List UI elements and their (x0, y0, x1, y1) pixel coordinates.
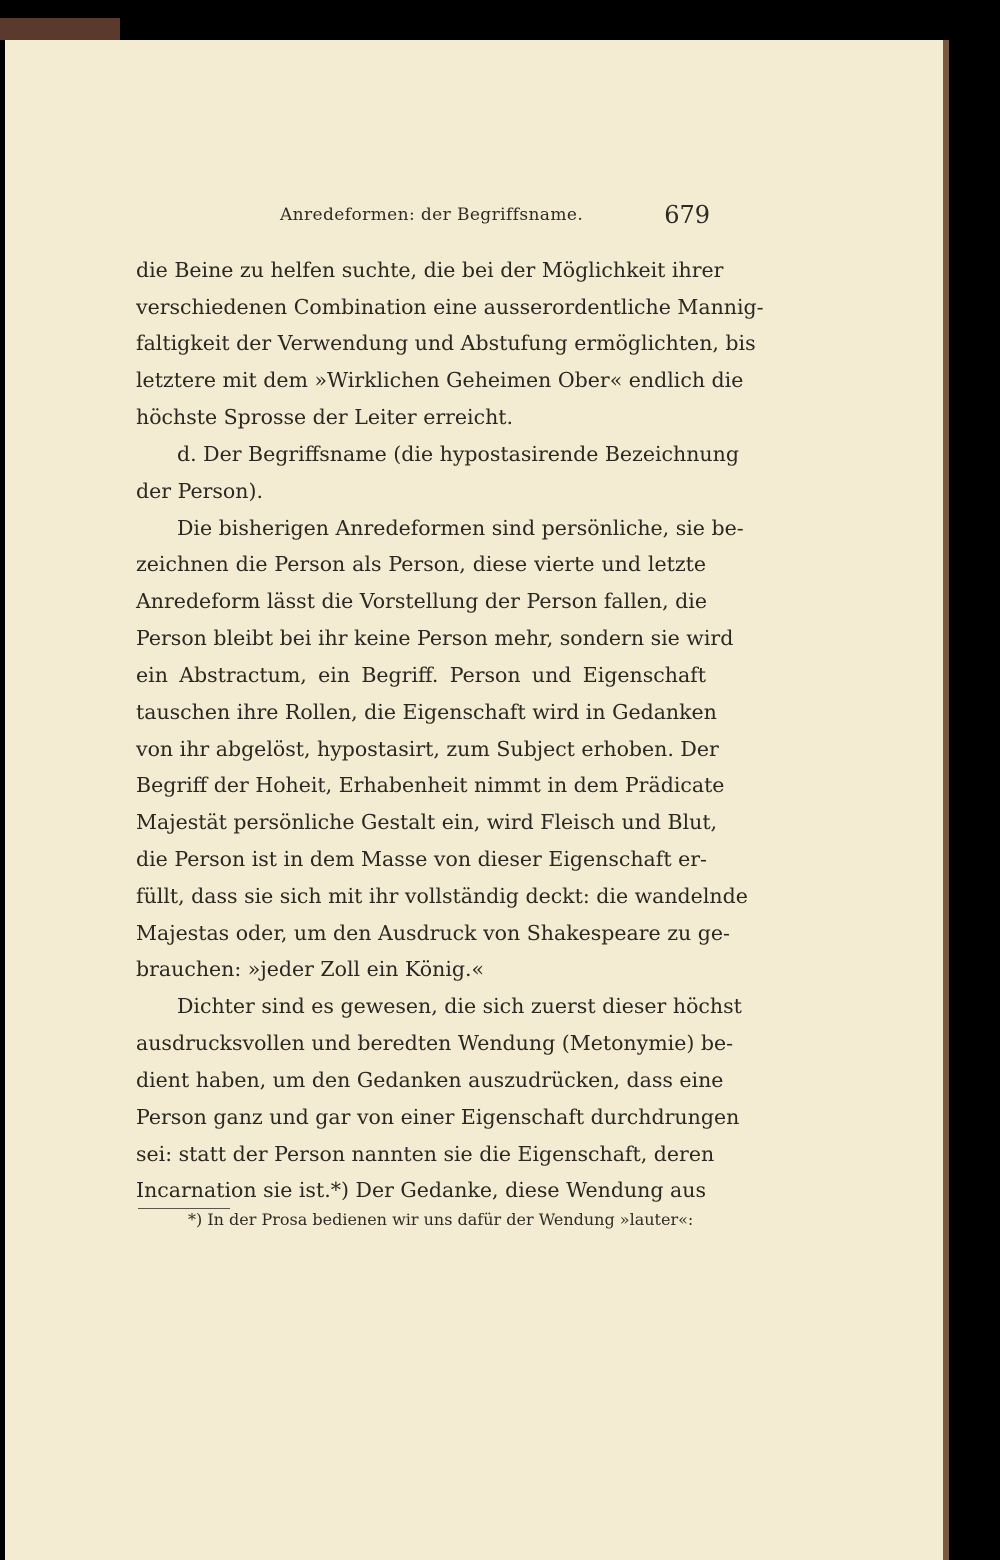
text-line: faltigkeit der Verwendung und Abstufung ermöglichten, bis (136, 331, 756, 355)
corner-tab (0, 18, 120, 40)
text-line: letztere mit dem »Wirklichen Geheimen Ober« endlich die (136, 368, 744, 392)
page-edge (943, 40, 949, 1560)
text-line: Person ganz und gar von einer Eigenschaft durchdrungen (136, 1105, 740, 1129)
text-line: höchste Sprosse der Leiter erreicht. (136, 405, 514, 429)
text-line: verschiedenen Combination eine ausserordentliche Mannig- (136, 295, 764, 319)
text-line: tauschen ihre Rollen, die Eigenschaft wird in Gedanken (136, 700, 717, 724)
text-line: Person bleibt bei ihr keine Person mehr, sondern sie wird (136, 626, 734, 650)
text-line: die Person ist in dem Masse von dieser Eigenschaft er- (136, 847, 707, 871)
text-line: Dichter sind es gewesen, die sich zuerst dieser höchst (177, 994, 742, 1018)
text-line: ein Abstractum, ein Begriff. Person und Eigenschaft (136, 663, 706, 687)
text-line: Incarnation sie ist.*) Der Gedanke, diese Wendung aus (136, 1178, 706, 1202)
running-head: Anredeformen: der Begriffsname. (280, 205, 584, 225)
text-line: die Beine zu helfen suchte, die bei der Möglichkeit ihrer (136, 258, 724, 282)
text-line: Anredeform lässt die Vorstellung der Person fallen, die (136, 589, 707, 613)
page-number: 679 (664, 201, 710, 229)
text-line: ausdrucksvollen und beredten Wendung (Metonymie) be- (136, 1031, 734, 1055)
footnote: *) In der Prosa bedienen wir uns dafür der Wendung »lauter«: (188, 1210, 694, 1229)
text-line: Die bisherigen Anredeformen sind persönliche, sie be- (177, 516, 744, 540)
text-line: Begriff der Hoheit, Erhabenheit nimmt in dem Prädicate (136, 773, 725, 797)
text-line: Majestas oder, um den Ausdruck von Shakespeare zu ge- (136, 921, 730, 945)
text-line: sei: statt der Person nannten sie die Eigenschaft, deren (136, 1142, 715, 1166)
page-header (280, 201, 710, 237)
text-line: dient haben, um den Gedanken auszudrücken, dass eine (136, 1068, 724, 1092)
text-line: zeichnen die Person als Person, diese vierte und letzte (136, 552, 706, 576)
text-line: von ihr abgelöst, hypostasirt, zum Subject erhoben. Der (136, 737, 719, 761)
section-heading-line: der Person). (136, 479, 263, 503)
text-line: brauchen: »jeder Zoll ein König.« (136, 957, 485, 981)
text-line: füllt, dass sie sich mit ihr vollständig deckt: die wandelnde (136, 884, 748, 908)
section-heading-line: d. Der Begriffsname (die hypostasirende Bezeichnung (177, 442, 739, 466)
text-line: Majestät persönliche Gestalt ein, wird Fleisch und Blut, (136, 810, 718, 834)
